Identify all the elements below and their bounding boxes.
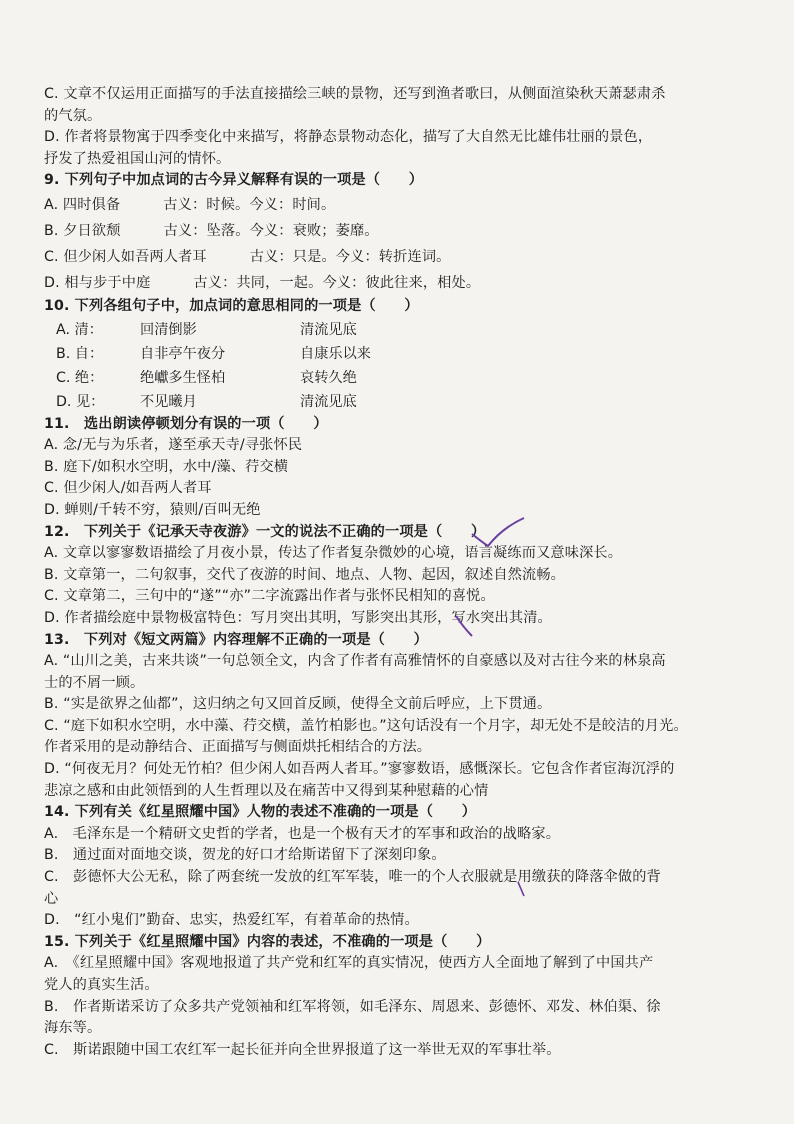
- q15-option-a-line1: A. 《红星照耀中国》客观地报道了共产党和红军的真实情况，使西方人全面地了解到了中国共产: [44, 955, 654, 972]
- q11-option-a: A. 念/无与为乐者，遂至承天寺/寻张怀民: [44, 437, 303, 454]
- q12-option-d: D. 作者描绘庭中景物极富特色：写月突出其明，写影突出其形，写水突出其清。: [44, 609, 552, 626]
- q8-option-d-line2: 抒发了热爱祖国山河的情怀。: [44, 150, 231, 167]
- q10-option-label: B. 自：: [56, 345, 104, 362]
- q13-option-d-line2: 悲凉之感和由此领悟到的人生哲理以及在痛苦中又得到某种慰藉的心情: [44, 782, 489, 799]
- q11-option-c: C. 但少闲人/如吾两人者耳: [44, 480, 212, 497]
- question-11: 11. 选出朗读停顿划分有误的一项（ ）: [44, 415, 328, 432]
- q12-option-c: C. 文章第二，三句中的“遂”“亦”二字流露出作者与张怀民相知的喜悦。: [44, 588, 495, 605]
- q8-option-c-line2: 的气氛。: [44, 107, 102, 124]
- question-10: 10. 下列各组句子中，加点词的意思相同的一项是（ ）: [44, 297, 419, 314]
- q14-option-d: D. “红小鬼们”勤奋、忠实，热爱红军，有着革命的热情。: [44, 912, 419, 929]
- q13-option-c-line1: C. “庭下如积水空明，水中藻、荇交横，盖竹柏影也。”这句话没有一个月字，却无处不是皎洁的月光。: [44, 717, 688, 734]
- q9-option-c: C. 但少闲人如吾两人者耳 古义：只是。今义：转折连词。: [44, 248, 451, 265]
- q8-option-d-line1: D. 作者将景物寓于四季变化中来描写，将静态景物动态化，描写了大自然无比雄伟壮丽的景色，: [44, 129, 653, 146]
- q10-option-left: 不见曦月: [140, 393, 197, 410]
- q10-option-label: A. 清：: [56, 321, 103, 338]
- q11-option-b: B. 庭下/如积水空明，水中/藻、荇交横: [44, 458, 289, 475]
- q15-option-b-line1: B. 作者斯诺采访了众多共产党领袖和红军将领，如毛泽东、周恩来、彭德怀、邓发、林伯渠、徐: [44, 998, 661, 1015]
- q14-option-b: B. 通过面对面地交谈，贺龙的好口才给斯诺留下了深刻印象。: [44, 847, 446, 864]
- question-13: 13. 下列对《短文两篇》内容理解不正确的一项是（ ）: [44, 631, 429, 648]
- q13-option-b: B. “实是欲界之仙都”，这归纳之句又回首反顾，使得全文前后呼应，上下贯通。: [44, 696, 552, 713]
- q12-option-a: A. 文章以寥寥数语描绘了月夜小景，传达了作者复杂微妙的心境，语言凝练而又意味深长。: [44, 545, 623, 562]
- q14-option-c-line1: C. 彭德怀大公无私，除了两套统一发放的红军军装，唯一的个人衣服就是用缴获的降落伞做的背: [44, 869, 661, 886]
- q10-option-right: 哀转久绝: [300, 369, 357, 386]
- question-12: 12. 下列关于《记承天寺夜游》一文的说法不正确的一项是（ ）: [44, 523, 486, 540]
- q13-option-d-line1: D. “何夜无月？何处无竹柏？但少闲人如吾两人者耳。”寥寥数语，感慨深长。它包含作者宦海沉浮的: [44, 761, 675, 778]
- q13-option-a-line1: A. “山川之美，古来共谈”一句总领全文，内含了作者有高雅情怀的自豪感以及对古往今来的林泉高: [44, 653, 666, 670]
- q14-option-a: A. 毛泽东是一个精研文史哲的学者，也是一个极有天才的军事和政治的战略家。: [44, 825, 561, 842]
- q14-option-c-line2: 心: [44, 890, 59, 907]
- question-14: 14. 下列有关《红星照耀中国》人物的表述不准确的一项是（ ）: [44, 804, 477, 821]
- q10-option-right: 清流见底: [300, 393, 357, 410]
- q15-option-b-line2: 海东等。: [44, 1020, 102, 1037]
- q10-option-right: 清流见底: [300, 321, 357, 338]
- q10-option-label: C. 绝：: [56, 369, 104, 386]
- question-9: 9. 下列句子中加点词的古今异义解释有误的一项是（ ）: [44, 172, 424, 189]
- q10-option-left: 回清倒影: [140, 321, 197, 338]
- question-15: 15. 下列关于《红星照耀中国》内容的表述，不准确的一项是（ ）: [44, 933, 491, 950]
- q9-option-d: D. 相与步于中庭 古义：共同，一起。今义：彼此往来，相处。: [44, 274, 481, 291]
- q13-option-a-line2: 士的不屑一顾。: [44, 674, 145, 691]
- q12-option-b: B. 文章第一，二句叙事，交代了夜游的时间、地点、人物、起因，叙述自然流畅。: [44, 566, 566, 583]
- q9-option-b: B. 夕日欲颓 古义：坠落。今义：衰败；萎靡。: [44, 222, 379, 239]
- q10-options: [44, 318, 754, 414]
- q10-option-label: D. 见：: [56, 393, 105, 410]
- q11-option-d: D. 蝉则/千转不穷，猿则/百叫无绝: [44, 501, 261, 518]
- q10-option-right: 自康乐以来: [300, 345, 371, 362]
- q10-option-left: 自非亭午夜分: [140, 345, 226, 362]
- q13-option-c-line2: 作者采用的是动静结合、正面描写与侧面烘托相结合的方法。: [44, 739, 432, 756]
- q15-option-a-line2: 党人的真实生活。: [44, 977, 159, 993]
- q15-option-c: C. 斯诺跟随中国工农红军一起长征并向全世界报道了这一举世无双的军事壮举。: [44, 1041, 561, 1058]
- q8-option-c-line1: C. 文章不仅运用正面描写的手法直接描绘三峡的景物，还写到渔者歌曰，从侧面渲染秋天萧瑟肃杀: [44, 86, 666, 102]
- q10-option-left: 绝巘多生怪柏: [140, 369, 226, 386]
- q9-option-a: A. 四时俱备 古义：时候。今义：时间。: [44, 196, 336, 213]
